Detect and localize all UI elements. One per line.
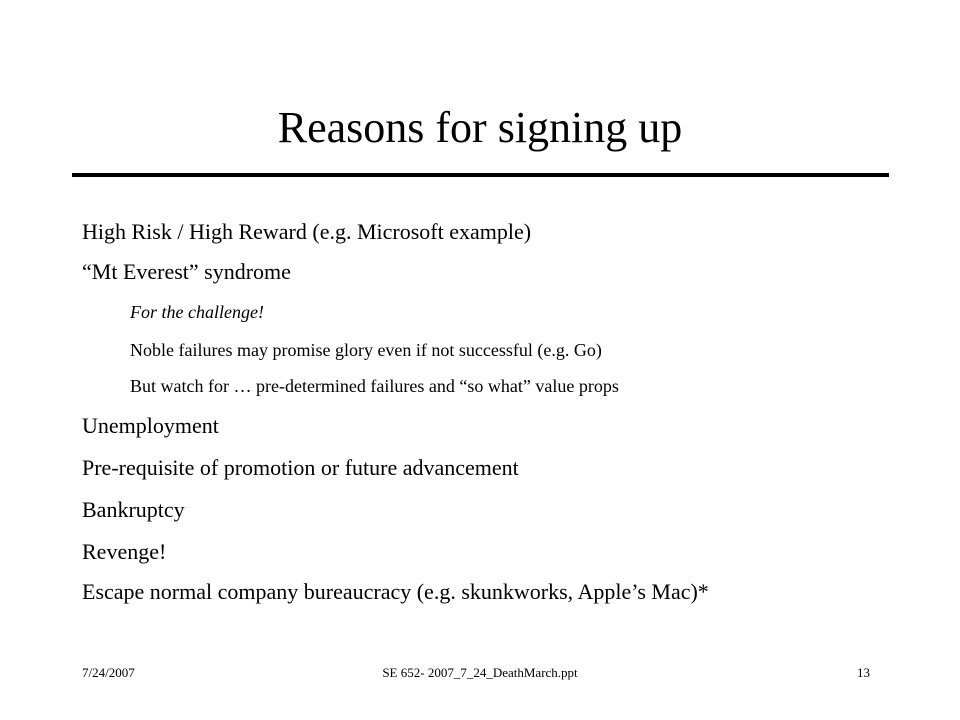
bullet-mt-everest: “Mt Everest” syndrome (82, 259, 291, 284)
title-underline (72, 173, 889, 177)
bullet-bankruptcy: Bankruptcy (82, 497, 185, 522)
slide-title: Reasons for signing up (277, 103, 683, 152)
bullet-promotion: Pre-requisite of promotion or future advancement (82, 455, 519, 480)
footer-date: 7/24/2007 (82, 665, 135, 680)
footer-filename: SE 652- 2007_7_24_DeathMarch.ppt (382, 665, 578, 680)
sub-bullet-noble-failures: Noble failures may promise glory even if not successful (e.g. Go) (130, 340, 602, 360)
sub-bullet-challenge: For the challenge! (130, 302, 264, 322)
bullet-high-risk: High Risk / High Reward (e.g. Microsoft example) (82, 219, 532, 244)
bullet-escape-bureaucracy: Escape normal company bureaucracy (e.g. skunkworks, Apple’s Mac)* (82, 579, 709, 604)
footer-page-number: 13 (857, 665, 870, 680)
sub-bullet-watch-for: But watch for … pre-determined failures and “so what” value props (130, 376, 619, 396)
bullet-unemployment: Unemployment (82, 413, 219, 438)
bullet-revenge: Revenge! (82, 539, 167, 564)
